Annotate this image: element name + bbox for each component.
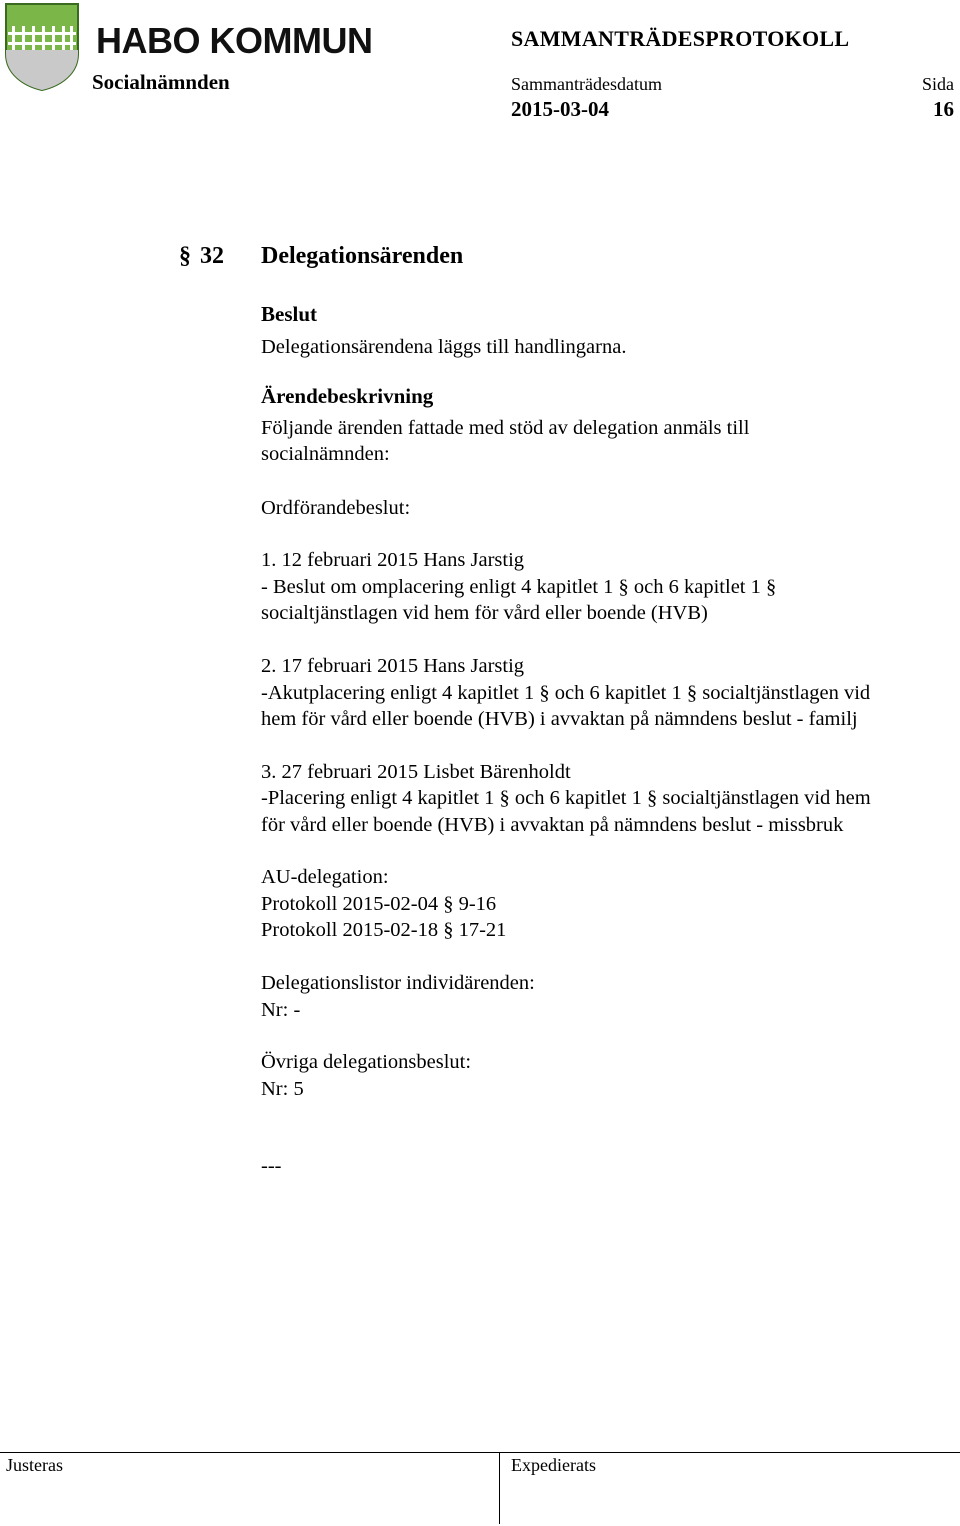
section-title: Delegationsärenden	[261, 243, 464, 269]
decision-text: Delegationsärendena läggs till handlingarna.	[261, 336, 627, 358]
other-decisions-label: Övriga delegationsbeslut:	[261, 1051, 472, 1073]
footer-divider	[0, 1452, 960, 1453]
other-decisions-value: Nr: 5	[261, 1078, 304, 1100]
footer-column-divider	[499, 1452, 500, 1524]
list-item-line: - Beslut om omplacering enligt 4 kapitlet 1 § och 6 kapitlet 1 §	[261, 576, 777, 598]
description-heading: Ärendebeskrivning	[261, 384, 434, 408]
organization-name: Socialnämnden	[92, 70, 230, 94]
list-item-line: 1. 12 februari 2015 Hans Jarstig	[261, 549, 525, 571]
delegation-lists-value: Nr: -	[261, 999, 301, 1021]
list-item-line: -Placering enligt 4 kapitlet 1 § och 6 kapitlet 1 § socialtjänstlagen vid hem	[261, 787, 871, 809]
list-item-line: för vård eller boende (HVB) i avvaktan på nämndens beslut - missbruk	[261, 814, 844, 836]
page-number: 16	[933, 97, 954, 121]
list-item-line: 2. 17 februari 2015 Hans Jarstig	[261, 655, 525, 677]
au-delegation-label: AU-delegation:	[261, 866, 389, 888]
au-delegation-line-1: Protokoll 2015-02-04 § 9-16	[261, 893, 497, 915]
page-label: Sida	[922, 74, 955, 94]
list-item-line: hem för vård eller boende (HVB) i avvaktan på nämndens beslut - familj	[261, 708, 858, 730]
document-type: SAMMANTRÄDESPROTOKOLL	[511, 26, 850, 51]
coat-of-arms-icon	[4, 2, 80, 92]
meeting-date: 2015-03-04	[511, 97, 609, 121]
date-label: Sammanträdesdatum	[511, 74, 662, 94]
footer-justeras-label: Justeras	[6, 1455, 63, 1475]
list-item-line: socialtjänstlagen vid hem för vård eller boende (HVB)	[261, 602, 708, 624]
au-delegation-line-2: Protokoll 2015-02-18 § 17-21	[261, 919, 507, 941]
delegation-lists-label: Delegationslistor individärenden:	[261, 972, 535, 994]
description-line-1: Följande ärenden fattade med stöd av delegation anmäls till	[261, 417, 750, 439]
footer-expedierats-label: Expedierats	[511, 1455, 596, 1475]
description-line-2: socialnämnden:	[261, 443, 390, 465]
list-item-line: 3. 27 februari 2015 Lisbet Bärenholdt	[261, 761, 571, 783]
logo-text: HABO KOMMUN	[96, 20, 373, 61]
list-item-line: -Akutplacering enligt 4 kapitlet 1 § och 6 kapitlet 1 § socialtjänstlagen vid	[261, 682, 871, 704]
chair-decisions-label: Ordförandebeslut:	[261, 497, 411, 519]
section-symbol: §	[179, 243, 191, 269]
separator: ---	[261, 1155, 282, 1177]
decision-heading: Beslut	[261, 302, 318, 326]
section-number: 32	[200, 243, 224, 269]
